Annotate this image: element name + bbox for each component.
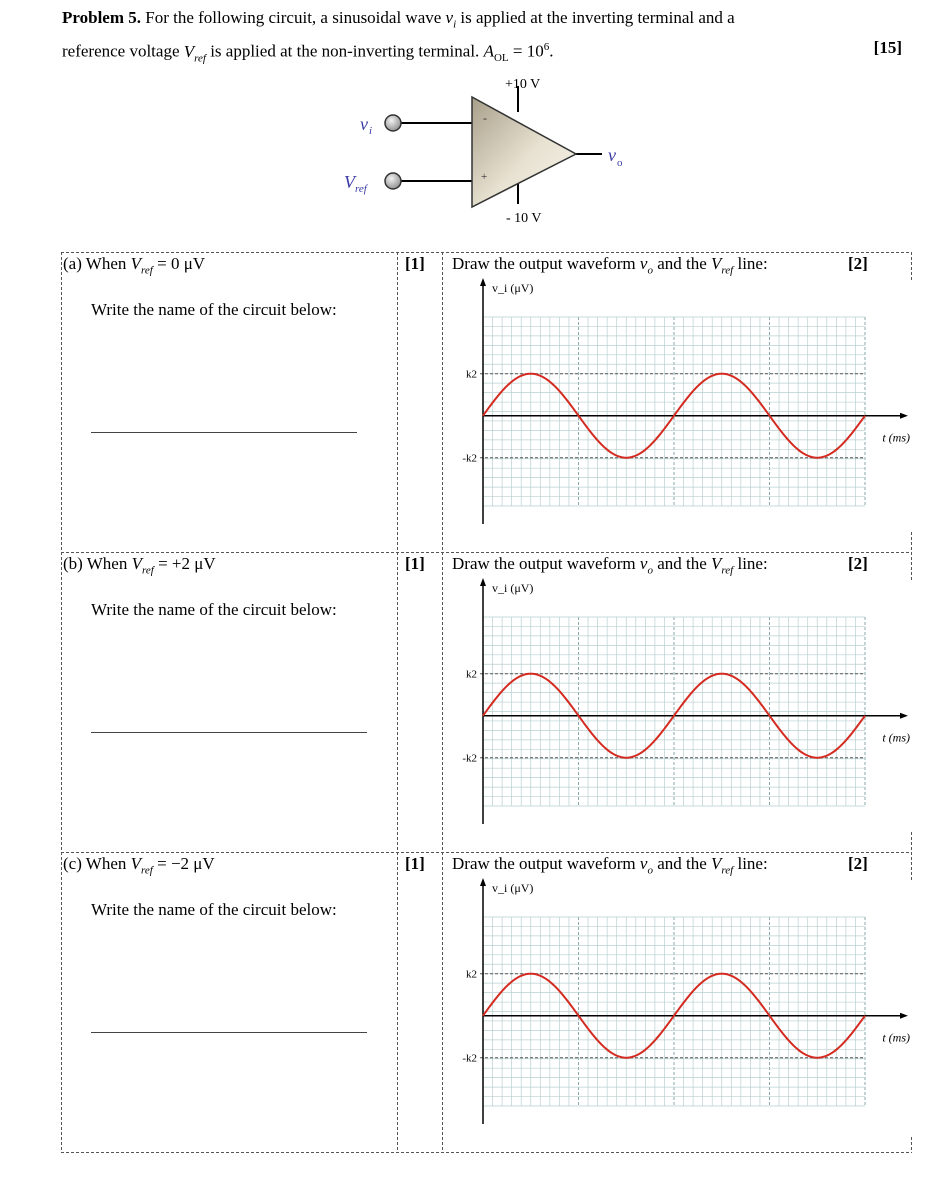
- y-axis-label: v_i (μV): [492, 281, 534, 295]
- opamp-diagram: [330, 72, 650, 237]
- part-b-row: [61, 552, 912, 852]
- part-c-mid: [397, 852, 442, 1152]
- grid-lines: [483, 617, 865, 806]
- part-c-when: (c) When $V_{ref} = -2$ μV: [63, 854, 215, 877]
- plus-sign: +: [481, 171, 488, 183]
- part-a-when: (a) When $V_{ref} = 0$ μV: [63, 254, 206, 277]
- part-a-left: [61, 252, 397, 552]
- problem-text-3: reference voltage: [62, 42, 180, 62]
- x-axis-arrow: [900, 413, 908, 419]
- grid-lines: [483, 917, 865, 1106]
- part-b-draw-prompt: Draw the output waveform $v_o$ and the $V_{ref}$ line:: [452, 554, 768, 577]
- part-a-answer-line[interactable]: [91, 432, 357, 433]
- part-b-answer-line[interactable]: [91, 732, 367, 733]
- ytick-label: k2: [466, 668, 477, 681]
- part-c-write-prompt: Write the name of the circuit below:: [91, 900, 337, 919]
- problem-line-1: [62, 6, 902, 36]
- part-a-row: [61, 252, 912, 552]
- grid-lines: [483, 317, 865, 506]
- part-b-marks-left: [1]: [405, 554, 425, 573]
- problem-line-2: [62, 36, 902, 70]
- aol-sub: OL: [493, 52, 509, 65]
- vref-symbol: V: [183, 42, 195, 62]
- ytick-label: -k2: [462, 1052, 477, 1065]
- aol-symbol: A: [483, 42, 494, 62]
- part-b-mid: [397, 552, 442, 852]
- x-axis-label: t (ms): [882, 430, 910, 445]
- y-axis-label: v_i (μV): [492, 881, 534, 895]
- part-c-left: [61, 852, 397, 1152]
- y-axis-arrow: [480, 878, 486, 886]
- ytick-label: -k2: [462, 752, 477, 765]
- vref-terminal: [385, 173, 401, 189]
- opamp-circuit: [330, 72, 650, 237]
- problem-text-2: is applied at the inverting terminal and a: [460, 8, 735, 27]
- aol-end: .: [549, 42, 554, 62]
- part-a-mid: [397, 252, 442, 552]
- y-axis-arrow: [480, 578, 486, 586]
- ytick-label: k2: [466, 968, 477, 981]
- supply-pos-label: +10 V: [505, 77, 541, 92]
- ytick-label: -k2: [462, 452, 477, 465]
- opamp-triangle: [472, 97, 576, 207]
- problem-statement: [62, 6, 902, 70]
- vi-label: v: [360, 114, 368, 134]
- vo-label-sub: o: [617, 157, 623, 169]
- part-c-marks-right: [2]: [848, 854, 868, 873]
- minus-sign: -: [483, 111, 487, 125]
- problem-text-1: For the following circuit, a sinusoidal wave: [145, 8, 442, 27]
- vo-label: v: [608, 145, 616, 165]
- vi-sub: i: [453, 18, 457, 31]
- y-axis-label: v_i (μV): [492, 581, 534, 595]
- part-a-right: [442, 252, 912, 552]
- x-axis-arrow: [900, 713, 908, 719]
- vref-label: V: [344, 172, 355, 192]
- part-b-left: [61, 552, 397, 852]
- vi-terminal: [385, 115, 401, 131]
- x-axis-label: t (ms): [882, 1030, 910, 1045]
- problem-label: Problem 5.: [62, 8, 142, 27]
- problem-marks: [15]: [873, 38, 902, 58]
- waveform-plot-c[interactable]: [442, 874, 912, 1152]
- x-axis-label: t (ms): [882, 730, 910, 745]
- aol-exp: 6: [543, 41, 550, 54]
- question-table: [61, 252, 912, 1154]
- vref-label-sub: ref: [355, 183, 367, 195]
- waveform-plot-b[interactable]: [442, 574, 912, 852]
- x-axis-arrow: [900, 1013, 908, 1019]
- part-c-answer-line[interactable]: [91, 1032, 367, 1033]
- vi-symbol: v: [445, 8, 454, 27]
- waveform-plot-a[interactable]: [442, 274, 912, 552]
- supply-neg-label: - 10 V: [506, 211, 542, 226]
- part-b-when: (b) When $V_{ref} = +2$ μV: [63, 554, 216, 577]
- part-c-right: [442, 852, 912, 1152]
- part-b-marks-right: [2]: [848, 554, 868, 573]
- part-c-marks-left: [1]: [405, 854, 425, 873]
- part-a-write-prompt: Write the name of the circuit below:: [91, 300, 337, 319]
- aol-eq: = 10: [512, 42, 544, 62]
- part-a-marks-left: [1]: [405, 254, 425, 273]
- part-a-draw-prompt: Draw the output waveform $v_o$ and the $V_{ref}$ line:: [452, 254, 768, 277]
- y-axis-arrow: [480, 278, 486, 286]
- part-a-marks-right: [2]: [848, 254, 868, 273]
- ytick-label: k2: [466, 368, 477, 381]
- problem-text-4: is applied at the non-inverting terminal.: [210, 42, 480, 62]
- part-b-right: [442, 552, 912, 852]
- vi-label-sub: i: [369, 125, 373, 137]
- part-c-draw-prompt: Draw the output waveform $v_o$ and the $V_{ref}$ line:: [452, 854, 768, 877]
- part-c-row: [61, 852, 912, 1152]
- part-b-write-prompt: Write the name of the circuit below:: [91, 600, 337, 619]
- vref-sub: ref: [194, 52, 206, 65]
